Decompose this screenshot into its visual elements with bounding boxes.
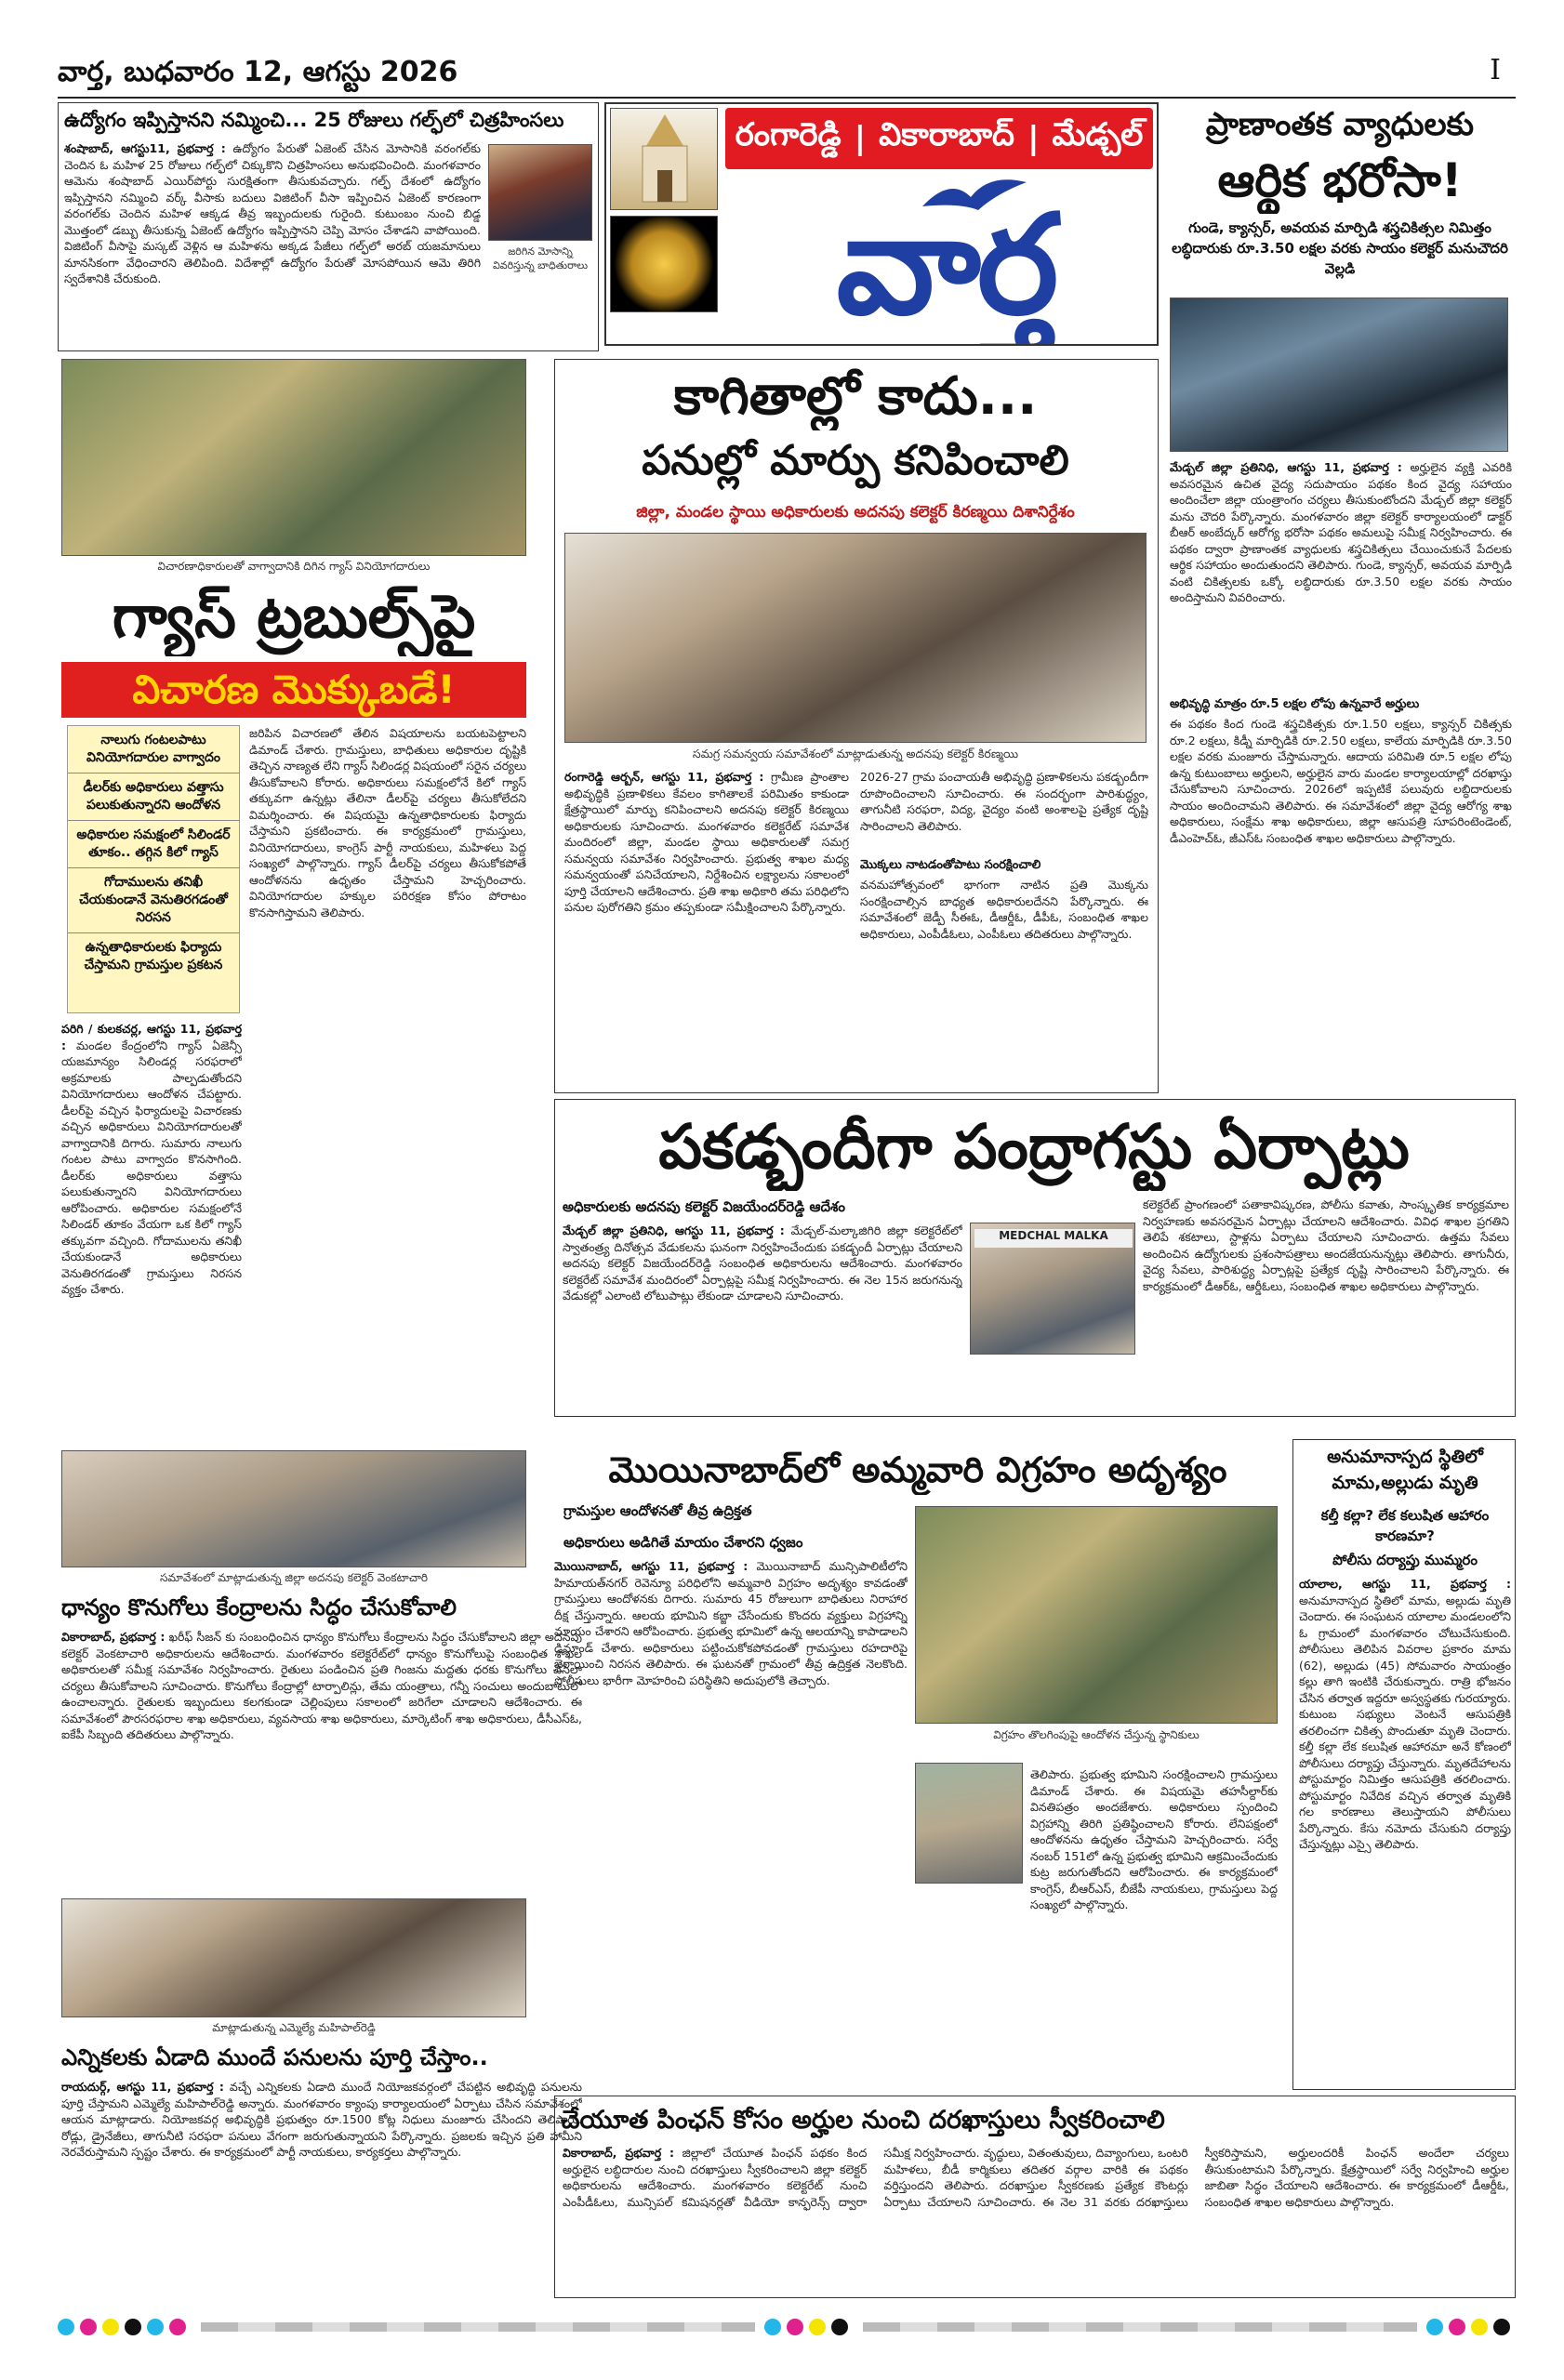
photo-caption: జరిగిన మోసాన్ని వివరిస్తున్న బాధితురాలు bbox=[492, 245, 588, 271]
body-text: మండల కేంద్రంలోని గ్యాస్ ఏజెన్సీ యజమాన్యం సిలిండర్ల సరఫరాలో అక్రమాలకు పాల్పడుతోందని వినియోగదారులు ఆందోళన చేపట్టారు. డీలర్‌పై వచ్చిన ఫిర్యాదులపై విచారణకు వచ్చిన అధికారులు వినియోగదారులతో వాగ్వాదానికి దిగారు. సుమారు నాలుగు గంటల పాటు వాగ్వాదం కొనసాగింది. డీలర్‌కు అధికారులు వత్తాసు పలుకుతున్నారని వినియోగదారులు ఆరోపించారు. అధికారుల సమక్షంలోనే సిలిండర్ తూకం వేయగా ఒక కిలో గ్యాస్ తక్కువగా వచ్చింది. గోదాములను తనిఖీ చేయకుండానే అధికారులు వెనుతిరగడంతో గ్రామస్తులు నిరసన వ్యక్తం చేశారు. bbox=[61, 1038, 242, 1296]
headline-line1: ప్రాణాంతక వ్యాధులకు bbox=[1205, 106, 1475, 143]
cyan-dot bbox=[764, 2319, 781, 2335]
dateline: శంషాబాద్, ఆగస్టు11, ప్రభవార్త : bbox=[64, 141, 226, 155]
gas-point: గోదాములను తనిఖీ చేయకుండానే వెనుతిరగడంతో నిరసన bbox=[68, 868, 239, 933]
dateline: రాయదుర్గ్, ఆగస్టు 11, ప్రభవార్త : bbox=[61, 2080, 224, 2094]
mla-photo-caption: మాట్లాడుతున్న ఎమ్మెల్యే మహిపాల్‌రెడ్డి bbox=[212, 2021, 376, 2034]
magenta-dot bbox=[787, 2319, 803, 2335]
gas-point: అధికారుల సమక్షంలో సిలిండర్ తూకం.. తగ్గిన కిలో గ్యాస్ bbox=[68, 821, 239, 868]
black-dot bbox=[1493, 2319, 1510, 2335]
gas-point: నాలుగు గంటలపాటు వినియోగదారుల వాగ్వాదం bbox=[68, 726, 239, 774]
photo-sign-text: MEDCHAL MALKA bbox=[974, 1229, 1133, 1248]
yellow-dot bbox=[102, 2319, 119, 2335]
article-body bbox=[1170, 459, 1512, 692]
article-body bbox=[564, 769, 849, 1085]
headline: మొయినాబాద్‌లో అమ్మవారి విగ్రహం అదృశ్యం bbox=[608, 1449, 1227, 1490]
article-body-2: 2026-27 గ్రామ పంచాయతీ అభివృద్ధి ప్రణాళికలను పకడ్బందీగా రూపొందించాలని సూచించారు. ఈ సందర్భంగా పారిశుద్ధ్యం, తాగునీటి సరఫరా, విద్య, వైద్యం వంటి అంశాలపై ప్రత్యేక దృష్టి సారించాలని తెలిపారు. bbox=[860, 770, 1148, 833]
dateline: యాలాల, ఆగస్టు 11, ప్రభవార్త : bbox=[1299, 1577, 1511, 1591]
region-2: వికారాబాద్ bbox=[879, 116, 1015, 153]
subhead: గుండె, క్యాన్సర్, అవయవ మార్పిడి శస్త్రచికిత్సల నిమిత్తం లబ్ధిదారుకు రూ.3.50 లక్షల వరకు సాయం కలెక్టర్ మనుచౌదరి వెల్లడి bbox=[1172, 219, 1508, 277]
mla-photo bbox=[61, 1898, 526, 2017]
region-banner bbox=[725, 108, 1153, 169]
body-text: మేడ్చల్-మల్కాజిగిరి జిల్లా కలెక్టరేట్‌లో స్వాతంత్ర్య దినోత్సవ వేడుకలను ఘనంగా నిర్వహించేందుకు పకడ్బందీ ఏర్పాట్లు చేయాలని అదనపు కలెక్టర్ విజయేందర్‌రెడ్డి సంబంధిత అధికారులను ఆదేశించారు. మంగళవారం కలెక్టరేట్ సమావేశ మందిరంలో ఏర్పాట్లపై సమీక్ష నిర్వహించారు. ఈ నెల 15న జరుగనున్న వేడుకల్లో ఎలాంటి లోటుపాట్లు లేకుండా చూడాలని సూచించారు. bbox=[563, 1223, 962, 1302]
headline: చేయూత పింఛన్ కోసం అర్హుల నుంచి దరఖాస్తులు స్వీకరించాలి bbox=[561, 2106, 1165, 2135]
yellow-dot bbox=[1471, 2319, 1488, 2335]
grain-meeting-photo bbox=[61, 1450, 526, 1567]
gas-photo-caption: విచారణాధికారులతో వాగ్వాదానికి దిగిన గ్యాస్ వినియోగదారులు bbox=[157, 560, 431, 573]
gas-banner: విచారణ మొక్కుబడే! bbox=[61, 662, 526, 718]
dateline: పరిగి / కులకచర్ల, ఆగస్టు 11, ప్రభవార్త : bbox=[61, 1022, 242, 1052]
site-photo bbox=[915, 1763, 1023, 1884]
cyan-dot bbox=[147, 2319, 164, 2335]
headline-line1: కాగితాల్లో కాదు... bbox=[673, 366, 1038, 427]
gas-point: డీలర్‌కు అధికారులు వత్తాసు పలుకుతున్నారని ఆందోళన bbox=[68, 774, 239, 821]
photo-caption: విగ్రహం తొలగింపుపై ఆందోళన చేస్తున్న స్థానికులు bbox=[993, 1728, 1200, 1741]
body-text: అనుమానాస్పద స్థితిలో మామ, అల్లుడు మృతి చెందారు. ఈ సంఘటన యాలాల మండలంలోని ఓ గ్రామంలో మంగళవారం చోటుచేసుకుంది. పోలీసులు తెలిపిన వివరాల ప్రకారం మామ (62), అల్లుడు (45) సోమవారం సాయంత్రం కల్లు తాగి ఇంటికి చేరుకున్నారు. రాత్రి భోజనం చేసిన తర్వాత ఇద్దరూ అస్వస్థతకు గురయ్యారు. కుటుంబ సభ్యులు వెంటనే ఆసుపత్రికి తరలించగా చికిత్స పొందుతూ మృతి చెందారు. కల్తీ కల్లా లేక కలుషిత ఆహారమా అనే కోణంలో పోలీసులు దర్యాప్తు చేస్తున్నారు. మృతదేహాలను పోస్టుమార్టం నిమిత్తం ఆసుపత్రికి తరలించారు. పోస్టుమార్టం నివేదిక వచ్చిన తర్వాత మృతికి గల కారణాలు తెలుస్తాయని పోలీసులు పేర్కొన్నారు. కేసు నమోదు చేసుకుని దర్యాప్తు చేస్తున్నట్లు ఎస్సై తెలిపారు. bbox=[1299, 1593, 1511, 1851]
story-collector bbox=[554, 359, 1159, 1093]
gas-headline: గ్యాస్ ట్రబుల్స్‌పై bbox=[112, 583, 476, 652]
body-text: వచ్చే ఎన్నికలకు ఏడాది ముందే నియోజకవర్గంలో చేపట్టిన అభివృద్ధి పనులను పూర్తి చేస్తామని ఎమ్మెల్యే మహిపాల్‌రెడ్డి అన్నారు. మంగళవారం క్యాంపు కార్యాలయంలో ఏర్పాటు చేసిన సమావేశంలో ఆయన మాట్లాడారు. నియోజకవర్గ అభివృద్ధికి ప్రభుత్వం రూ.1500 కోట్ల నిధులు మంజూరు చేసిందని తెలిపారు. రోడ్లు, డ్రైనేజీలు, తాగునీటి సరఫరా పనులు వేగంగా జరుగుతున్నాయని పేర్కొన్నారు. ప్రజలకు ఇచ్చిన ప్రతి హామీని నెరవేరుస్తామని స్పష్టం చేశారు. ఈ కార్యక్రమంలో పార్టీ నాయకులు, కార్యకర్తలు పాల్గొన్నారు. bbox=[61, 2080, 582, 2159]
page-number: I bbox=[1490, 54, 1501, 86]
article-body-2: తెలిపారు. ప్రభుత్వ భూమిని సంరక్షించాలని గ్రామస్తులు డిమాండ్ చేశారు. ఈ విషయమై తహసీల్దార్‌కు వినతిపత్రం అందజేశారు. అధికారులు స్పందించి విగ్రహాన్ని తిరిగి ప్రతిష్ఠించాలని కోరారు. లేనిపక్షంలో ఆందోళనను ఉధృతం చేస్తామని హెచ్చరించారు. సర్వే నంబర్ 151లో ఉన్న ప్రభుత్వ భూమిని ఆక్రమించేందుకు కుట్ర జరుగుతోందని ఆరోపించారు. ఈ కార్యక్రమంలో కాంగ్రెస్, బీఆర్‌ఎస్, బీజేపీ నాయకులు, గ్రామస్తులు పెద్ద సంఖ్యలో పాల్గొన్నారు. bbox=[1030, 1767, 1278, 1911]
region-separator: | bbox=[854, 120, 867, 157]
body-text: ఉద్యోగం పేరుతో ఏజెంట్ చేసిన మోసానికి వరంగల్‌కు చెందిన ఓ మహిళ 25 రోజులు గల్ఫ్‌లో చిక్కుకొని చిత్రహింసలు అనుభవించింది. మంగళవారం ఆమెను శంషాబాద్ ఎయిర్‌పోర్టు సురక్షితంగా తీసుకువచ్చారు. గల్ఫ్ దేశంలో ఉద్యోగం ఇప్పిస్తానని నమ్మించి వర్క్ వీసాకు బదులు విజిటింగ్ వీసా ఇప్పించిన ఏజెంట్ కారణంగా వరంగల్‌కు చెందిన మహిళ ఆక్కడ తీవ్ర ఇబ్బందులకు గురైంది. కుటుంబం నుంచి బిడ్డ మొత్తంలో డబ్బు తీసుకున్న ఏజెంట్ ఉద్యోగం ఇప్పిస్తానని చెప్పి మోసం చేశాడని వాపోయింది. విజిటింగ్ వీసాపై మస్కట్ వెళ్లిన ఆ మహిళను అక్కడ పేజీలు గల్ఫ్‌లో అరబ్ యజమానులు మానసికంగా వేధించారని తెలిపింది. విదేశాల్లో ఉద్యోగం పేరుతో మోసపోయిన ఆమె తిరిగి స్వదేశానికి చేరుకుంది. bbox=[64, 141, 481, 285]
article-body bbox=[1299, 1576, 1511, 2085]
article-body-2: ఈ పథకం కింద గుండె శస్త్రచికిత్సకు రూ.1.50 లక్షలు, క్యాన్సర్ చికిత్సకు రూ.2 లక్షలు, కిడ్నీ మార్పిడికి రూ.2.50 లక్షలు, కాలేయ మార్పిడికి రూ.3.50 లక్షల వరకు మంజూరు చేస్తామన్నారు. ఆదాయ పరిమితి రూ.5 లక్షల లోపు ఉన్న కుటుంబాలు అర్హులని, అర్హులైన వారు మండల కార్యాలయాల్లో దరఖాస్తు చేసుకోవాలని సూచించారు. 2026లో ఇప్పటికే పలువురు లబ్ధిదారులకు సాయం అందించామని తెలిపారు. ఈ సమావేశంలో జిల్లా వైద్య ఆరోగ్య శాఖ అధికారులు, సంక్షేమ శాఖ అధికారులు, జిల్లా ఆసుపత్రి సూపరింటెండెంట్, డీఎంహెచ్‌ఓ, జీఎస్‌ఓ సంబంధిత శాఖల అధికారులు పాల్గొన్నారు. bbox=[1170, 717, 1512, 845]
collector-photo bbox=[970, 1223, 1135, 1355]
date-line: వార్త, బుధవారం 12, ఆగస్టు 2026 bbox=[58, 56, 458, 88]
registration-strip bbox=[58, 2315, 1516, 2339]
registration-dots-left bbox=[58, 2319, 192, 2335]
mla-headline: ఎన్నికలకు ఏడాది ముందే పనులను పూర్తి చేస్తాం.. bbox=[61, 2044, 488, 2070]
photo-caption: సమగ్ర సమన్వయ సమావేశంలో మాట్లాడుతున్న అదనపు కలెక్టర్ కిరణ్మయి bbox=[692, 747, 1019, 760]
body-text: అర్హులైన వ్యక్తి ఎవరికి అవసరమైన ఉచిత వైద్య సదుపాయం పథకం కింద వైద్య సహాయం అందించేలా జిల్లా యంత్రాంగం చర్యలు తీసుకుంటోందని మేడ్చల్ జిల్లా కలెక్టర్ మను చౌదరి పేర్కొన్నారు. మంగళవారం జిల్లా కలెక్టర్ కార్యాలయంలో డాక్టర్ బీఆర్ అంబేద్కర్ ఆరోగ్య భరోసా పథకం అమలుపై సమీక్ష నిర్వహించారు. ఈ పథకం ద్వారా ప్రాణాంతక వ్యాధులకు శస్త్రచికిత్సలు చేయించుకునే పేదలకు ఆర్థిక సహాయం అందుతుందని తెలిపారు. గుండె, క్యాన్సర్, అవయవ మార్పిడి వంటి చికిత్సలకు ఒక్కో లబ్ధిదారుకు రూ.3.50 లక్షల వరకు సాయం అందిస్తామని వివరించారు. bbox=[1170, 460, 1512, 604]
gas-protest-photo bbox=[61, 359, 526, 556]
subhead-1: గ్రామస్తుల ఆందోళనతో తీవ్ర ఉద్రిక్తత bbox=[563, 1502, 752, 1519]
article-body bbox=[554, 1558, 908, 2084]
gray-bar bbox=[863, 2322, 1417, 2332]
dateline: మొయినాబాద్, ఆగస్టు 11, ప్రభవార్త : bbox=[554, 1559, 749, 1573]
gray-bar bbox=[201, 2322, 755, 2332]
headline-line2: ఆర్థిక భరోసా! bbox=[1217, 153, 1463, 207]
subhead: అధికారులకు అదనపు కలెక్టర్ విజయేందర్‌రెడ్డి ఆదేశం bbox=[563, 1198, 845, 1215]
dateline: రంగారెడ్డి ఆర్బన్, ఆగస్టు 11, ప్రభవార్త : bbox=[564, 770, 764, 784]
gas-article-body-right: జరిపిన విచారణలో తేలిన విషయాలను బయటపెట్టాలని డిమాండ్ చేశారు. గ్రామస్తులు, బాధితులు అధికారుల దృష్టికి తెచ్చిన నాణ్యత లేని గ్యాస్ సిలిండర్ల విషయంలో సరైన చర్యలు తీసుకోవాలని కోరారు. అధికారులు సమక్షంలోనే కిలో గ్యాస్ తక్కువగా ఉన్నట్లు తేలినా డీలర్‌పై చర్యలు తీసుకోలేదని విమర్శించారు. ఈ విషయమై ఉన్నతాధికారులకు ఫిర్యాదు చేస్తామని ప్రకటించారు. ఈ కార్యక్రమంలో గ్రామస్తులు, వినియోగదారులు, కాంగ్రెస్ పార్టీ నాయకులు, మహిళలు పెద్ద సంఖ్యలో పాల్గొన్నారు. గ్యాస్ డీలర్‌పై చర్యలు తీసుకోకపోతే ఆందోళనను ఉధృతం చేస్తామని హెచ్చరించారు. వినియోగదారుల హక్కుల పరిరక్షణ కోసం పోరాటం కొనసాగిస్తామని తెలిపారు. bbox=[249, 726, 526, 919]
region-1: రంగారెడ్డి bbox=[735, 116, 842, 153]
victim-photo bbox=[488, 144, 592, 241]
gas-article-body bbox=[61, 1021, 242, 1421]
story-top-left bbox=[58, 102, 599, 351]
grain-article-body bbox=[61, 1629, 582, 1897]
protest-photo bbox=[915, 1506, 1278, 1724]
dateline: వికారాబాద్, ప్రభవార్త : bbox=[563, 2146, 675, 2160]
cyan-dot bbox=[1426, 2319, 1443, 2335]
subsection-heading: అభివృద్ధి మాత్రం రూ.5 లక్షల లోపు ఉన్నవారే అర్హులు bbox=[1170, 697, 1420, 711]
story-right-top bbox=[1164, 102, 1516, 1049]
article-body-right: కలెక్టరేట్ ప్రాంగణంలో పతాకావిష్కరణ, పోలీసు కవాతు, సాంస్కృతిక కార్యక్రమాల నిర్వహణకు అవసరమైన ఏర్పాట్లు చేయాలని ఆదేశించారు. వివిధ శాఖల ప్రగతిని తెలిపే శకటాలు, స్టాళ్లను ఏర్పాటు చేయాలని సూచించారు. ఉత్తమ సేవలు అందించిన ఉద్యోగులకు ప్రశంసాపత్రాలు అందజేయనున్నట్లు తెలిపారు. తాగునీరు, వైద్య సేవలు, పారిశుద్ధ్య ఏర్పాట్లపై ప్రత్యేక దృష్టి సారించాలని పేర్కొన్నారు. ఈ కార్యక్రమంలో డీఆర్‌ఓ, ఆర్డీఓలు, సంబంధిత శాఖల అధికారులు పాల్గొన్నారు. bbox=[1143, 1197, 1509, 1293]
subhead-2: అధికారులు అడిగితే మాయం చేశారని ధ్వజం bbox=[563, 1534, 803, 1551]
dateline: మేడ్చల్ జిల్లా ప్రతినిధి, ఆగస్టు 11, ప్రభవార్త : bbox=[1170, 460, 1402, 474]
region-3: మేడ్చల్ bbox=[1052, 116, 1144, 153]
gas-points-box bbox=[67, 725, 240, 1013]
gas-point: ఉన్నతాధికారులకు ఫిర్యాదు చేస్తామని గ్రామస్తుల ప్రకటన bbox=[84, 940, 223, 972]
subsection-heading: మొక్కలు నాటడంతోపాటు సంరక్షించాలి bbox=[860, 858, 1041, 872]
meeting-photo bbox=[564, 533, 1146, 743]
article-body bbox=[64, 140, 481, 347]
logo-text: వార్త bbox=[836, 186, 1055, 344]
headline-line2: పనుల్లో మార్పు కనిపించాలి bbox=[642, 437, 1069, 484]
dateline: వికారాబాద్, ప్రభవార్త : bbox=[61, 1630, 166, 1644]
article-body bbox=[563, 1223, 962, 1412]
body-text: గ్రామీణ ప్రాంతాల అభివృద్ధికి ప్రణాళికలు కేవలం కాగితాలకే పరిమితం కాకుండా క్షేత్రస్థాయిలో మార్పు కనిపించాలని అదనపు కలెక్టర్ కిరణ్మయి అధికారులకు సూచించారు. మంగళవారం కలెక్టరేట్ సమావేశ మందిరంలో జిల్లా, మండల స్థాయి అధికారులతో సమగ్ర సమన్వయ సమావేశం నిర్వహించారు. ప్రభుత్వ శాఖల మధ్య సమన్వయంతో పనిచేయాలని, నిర్దేశించిన లక్ష్యాలను సకాలంలో పూర్తి చేయాలని ఆదేశించారు. ప్రతి శాఖ అధికారి తమ పరిధిలోని పనుల పురోగతిని క్రమం తప్పకుండా సమీక్షించాలని పేర్కొన్నారు. bbox=[564, 770, 849, 914]
story-independence bbox=[554, 1099, 1516, 1417]
top-rule bbox=[58, 97, 1516, 99]
cyan-dot bbox=[58, 2319, 74, 2335]
subhead-1: కల్తీ కల్లా? లేక కలుషిత ఆహారం కారణమా? bbox=[1320, 1507, 1490, 1544]
masthead-box bbox=[604, 102, 1159, 346]
temple-icon bbox=[611, 109, 718, 210]
story-pension bbox=[554, 2096, 1516, 2298]
body-text: మొయినాబాద్ మున్సిపాలిటీలోని హిమాయత్‌నగర్ రెవెన్యూ పరిధిలోని అమ్మవారి విగ్రహం అదృశ్యం కావడంతో గ్రామస్తులు ఆందోళనకు దిగారు. సుమారు 45 రోజులుగా బాధితులు నిరాహార దీక్ష చేస్తున్నారు. ఆలయ భూమిని కబ్జా చేసేందుకు కొందరు వ్యక్తులు విగ్రహాన్ని మాయం చేశారని ఆరోపించారు. ప్రభుత్వ భూమిలో ఉన్న ఆలయాన్ని కాపాడాలని డిమాండ్ చేశారు. అధికారులు పట్టించుకోకపోవడంతో గ్రామస్తులు రహదారిపై బైఠాయించి నిరసన తెలిపారు. ఈ ఘటనతో గ్రామంలో తీవ్ర ఉద్రిక్తత నెలకొంది. పోలీసులు భారీగా మోహరించి పరిస్థితిని అదుపులోకి తెచ్చారు. bbox=[554, 1559, 908, 1687]
dateline: మేడ్చల్ జిల్లా ప్రతినిధి, ఆగస్టు 11, ప్రభవార్త : bbox=[563, 1223, 785, 1237]
subhead-2: పోలీసు దర్యాప్తు ముమ్మరం bbox=[1332, 1552, 1478, 1568]
black-dot bbox=[125, 2319, 141, 2335]
subhead: జిల్లా, మండల స్థాయి అధికారులకు అదనపు కలెక్టర్ కిరణ్మయి దిశానిర్దేశం bbox=[636, 503, 1075, 522]
story-idol bbox=[554, 1447, 1281, 2088]
black-dot bbox=[831, 2319, 848, 2335]
surgery-photo bbox=[1170, 298, 1508, 452]
temple-photo bbox=[610, 108, 718, 210]
body-text: జిల్లాలో చేయూత పింఛన్ పథకం కింద అర్హులైన లబ్ధిదారుల నుంచి దరఖాస్తులు స్వీకరించాలని జిల్లా కలెక్టర్ అధికారులను ఆదేశించారు. మంగళవారం కలెక్టరేట్ నుంచి ఎంపీడీఓలు, మున్సిపల్ కమిషనర్లతో వీడియో కాన్ఫరెన్స్ ద్వారా సమీక్ష నిర్వహించారు. వృద్ధులు, వితంతువులు, దివ్యాంగులు, ఒంటరి మహిళలు, బీడీ కార్మికులు తదితర వర్గాల వారికి ఈ పథకం వర్తిస్తుందని తెలిపారు. దరఖాస్తుల స్వీకరణకు ప్రత్యేక కౌంటర్లు ఏర్పాటు చేయాలని సూచించారు. ఈ నెల 31 వరకు దరఖాస్తులు స్వీకరిస్తామని, అర్హులందరికీ పింఛన్ అందేలా చర్యలు తీసుకుంటామని పేర్కొన్నారు. క్షేత్రస్థాయిలో సర్వే నిర్వహించి అర్హుల జాబితా సిద్ధం చేయాలని ఆదేశించారు. ఈ కార్యక్రమంలో డీఆర్డీఓ, సంబంధిత శాఖల అధికారులు పాల్గొన్నారు. bbox=[563, 2146, 1509, 2209]
magenta-dot bbox=[1449, 2319, 1465, 2335]
mla-article-body bbox=[61, 2079, 582, 2293]
yellow-dot bbox=[809, 2319, 826, 2335]
registration-dots-right bbox=[1426, 2319, 1516, 2335]
headline: ఉద్యోగం ఇప్పిస్తానని నమ్మించి... 25 రోజులు గల్ఫ్‌లో చిత్రహింసలు bbox=[64, 109, 564, 131]
grain-photo-caption: సమావేశంలో మాట్లాడుతున్న జిల్లా అదనపు కలెక్టర్ వెంకటాచారి bbox=[159, 1571, 429, 1584]
magenta-dot bbox=[80, 2319, 97, 2335]
headline: పకడ్బందీగా పంద్రాగస్టు ఏర్పాట్లు bbox=[658, 1111, 1410, 1183]
article-body bbox=[563, 2145, 1509, 2294]
deity-photo bbox=[610, 216, 718, 312]
grain-headline: ధాన్యం కొనుగోలు కేంద్రాలను సిద్ధం చేసుకోవాలి bbox=[61, 1594, 457, 1620]
headline: అనుమానాస్పద స్థితిలో మామ,అల్లుడు మృతి bbox=[1327, 1447, 1483, 1493]
region-separator: | bbox=[1027, 120, 1040, 157]
body-text: ఖరీఫ్ సీజన్ కు సంబంధించిన ధాన్యం కొనుగోలు కేంద్రాలను సిద్ధం చేసుకోవాలని జిల్లా అదనపు కలెక్టర్ వెంకటాచారి అధికారులను ఆదేశించారు. మంగళవారం కలెక్టరేట్‌లో ధాన్యం కొనుగోలుపై సంబంధిత శాఖల అధికారులతో సమీక్ష సమావేశం నిర్వహించారు. రైతులు పండించిన ప్రతి గింజను మద్దతు ధరకు కొనుగోలు చేసేలా చర్యలు తీసుకోవాలని సూచించారు. కొనుగోలు కేంద్రాల్లో టార్పాలిన్లు, తేమ యంత్రాలు, గన్నీ సంచులు అందుబాటులో ఉంచాలన్నారు. రైతులకు ఇబ్బందులు కలగకుండా చెల్లింపులు సకాలంలో జరిగేలా చూడాలని ఆదేశించారు. ఈ సమావేశంలో పౌరసరఫరాల శాఖ అధికారులు, వ్యవసాయ శాఖ అధికారులు, మార్కెటింగ్ శాఖ అధికారులు, డీసీఎస్‌ఓ, ఐకేపీ సిబ్బంది తదితరులు పాల్గొన్నారు. bbox=[61, 1630, 582, 1741]
story-death bbox=[1292, 1439, 1516, 2090]
article-body-3: వనమహోత్సవంలో భాగంగా నాటిన ప్రతి మొక్కను సంరక్షించాల్సిన బాధ్యత అధికారులదేనని పేర్కొన్నారు. ఈ సమావేశంలో జెడ్పీ సీఈఓ, డీఆర్డీఓ, డీపీఓ, సంబంధిత శాఖల అధికారులు, ఎంపీడీఓలు, ఎంపీఓలు తదితరులు పాల్గొన్నారు. bbox=[860, 878, 1148, 941]
registration-dots-center bbox=[764, 2319, 854, 2335]
magenta-dot bbox=[169, 2319, 186, 2335]
